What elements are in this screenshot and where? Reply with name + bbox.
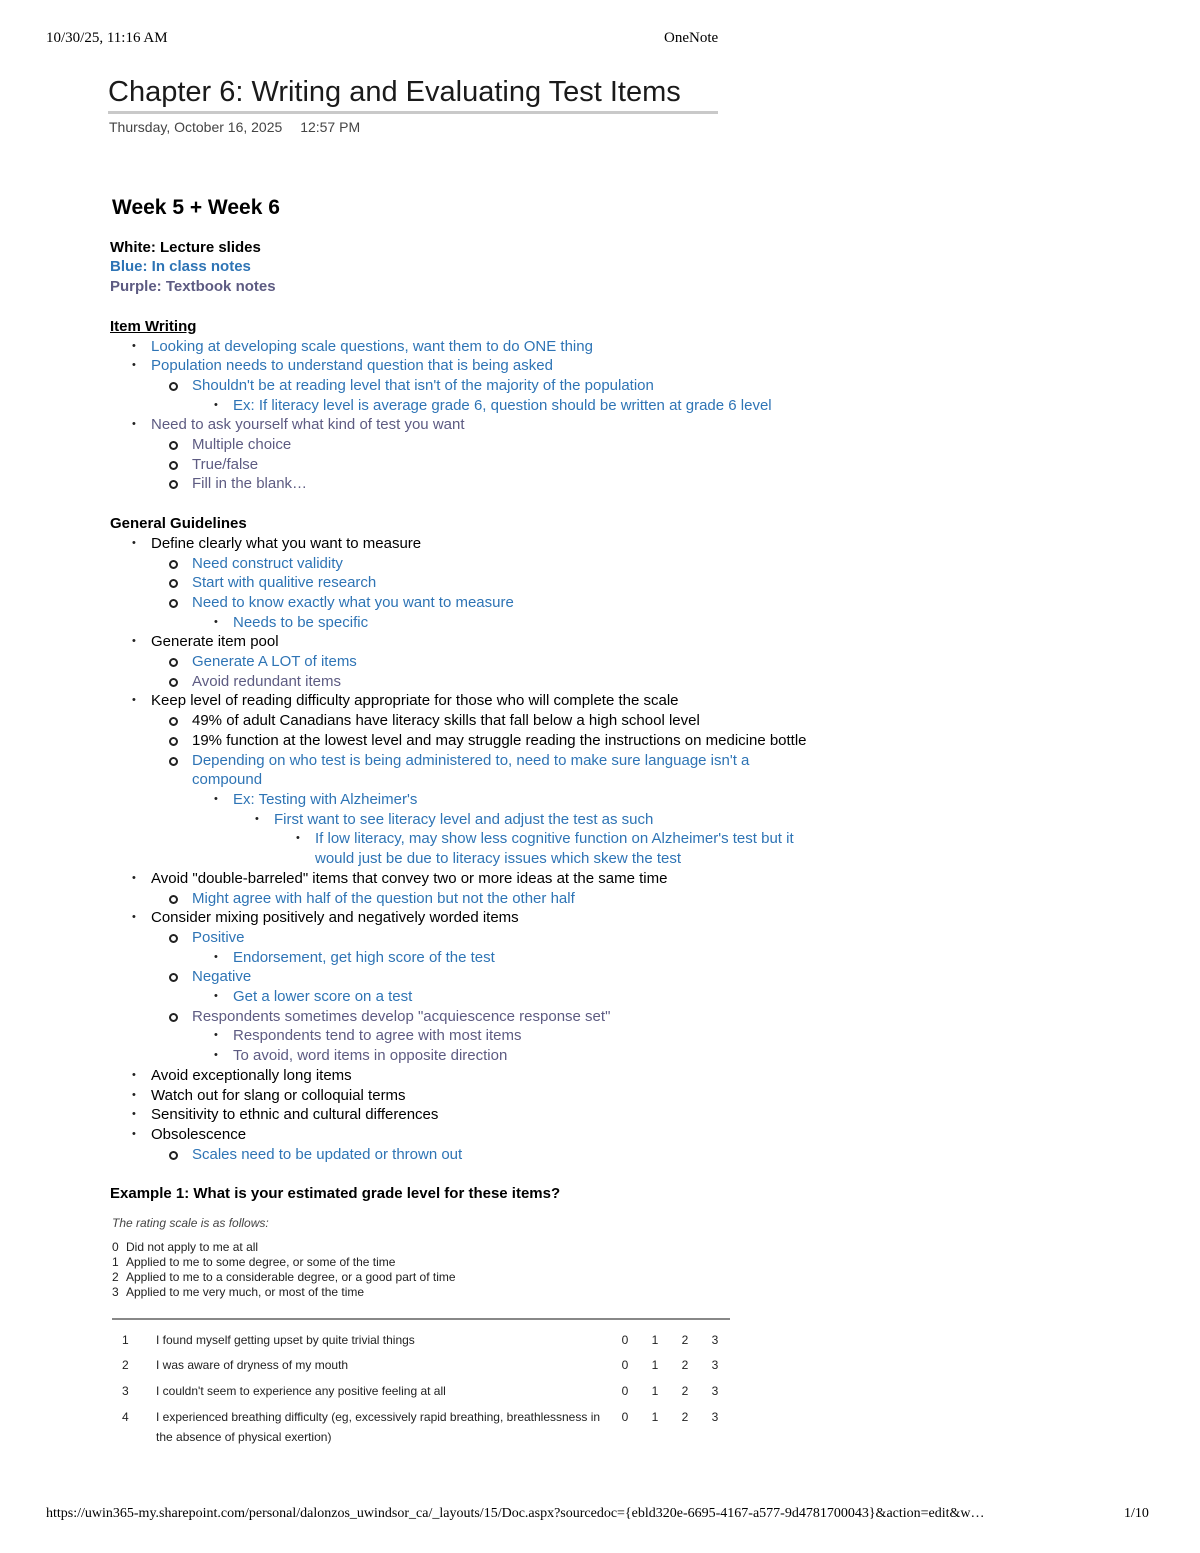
row-option: 3 <box>711 1409 719 1424</box>
row-option: 1 <box>651 1358 659 1373</box>
row-option: 3 <box>711 1384 719 1399</box>
list-item: Need construct validity <box>110 554 810 574</box>
list-item: • Define clearly what you want to measure <box>110 534 810 554</box>
list-item: • Watch out for slang or colloquial terms <box>110 1086 810 1106</box>
list-item: • Needs to be specific <box>110 613 810 633</box>
items-table <box>112 1328 730 1451</box>
table-row <box>112 1328 730 1354</box>
legend-purple: Purple: Textbook notes <box>110 278 276 296</box>
list-item: • Ex: If literacy level is average grade 6, question should be written at grade 6 level <box>110 396 810 416</box>
table-row <box>112 1353 730 1379</box>
print-header-datetime: 10/30/25, 11:16 AM <box>46 30 168 46</box>
table-row <box>112 1379 730 1405</box>
list-item: • If low literacy, may show less cognitive function on Alzheimer's test but it would just be due to literacy issues which skew the test <box>110 829 810 868</box>
list-item: Shouldn't be at reading level that isn't of the majority of the population <box>110 376 810 396</box>
row-option: 1 <box>651 1384 659 1399</box>
row-option: 0 <box>621 1384 629 1399</box>
list-item: • Obsolescence <box>110 1125 810 1145</box>
scale-num: 2 <box>112 1269 119 1284</box>
list-item: • Avoid exceptionally long items <box>110 1066 810 1086</box>
scale-num: 1 <box>112 1254 119 1269</box>
scale-text: Applied to me to some degree, or some of the time <box>126 1254 396 1269</box>
list-item: Negative <box>110 967 810 987</box>
row-text: I found myself getting upset by quite trivial things <box>156 1332 415 1347</box>
list-item: • Generate item pool <box>110 632 810 652</box>
scale-num: 0 <box>112 1239 119 1254</box>
list-item: • To avoid, word items in opposite direction <box>110 1046 810 1066</box>
list-item: Start with qualitive research <box>110 573 810 593</box>
page-content <box>110 198 810 1450</box>
list-item: Need to know exactly what you want to measure <box>110 593 810 613</box>
row-num: 1 <box>122 1332 129 1347</box>
row-option: 2 <box>681 1358 689 1373</box>
print-footer-url: https://uwin365-my.sharepoint.com/personal/dalonzos_uwindsor_ca/_layouts/15/Doc.aspx?sourcedoc={ebld320e-6695-4167-a577-9d4781700043}&action=edit&w… <box>46 1506 985 1521</box>
legend-blue: Blue: In class notes <box>110 258 251 276</box>
row-option: 3 <box>711 1332 719 1347</box>
list-item: • Keep level of reading difficulty appropriate for those who will complete the scale <box>110 691 810 711</box>
list-item: Might agree with half of the question but not the other half <box>110 889 810 909</box>
list-item: Fill in the blank… <box>110 474 810 494</box>
page-time: 12:57 PM <box>300 119 361 135</box>
item-writing-title: Item Writing <box>110 317 197 335</box>
print-footer-page: 1/10 <box>1124 1506 1149 1521</box>
table-divider <box>112 1318 730 1320</box>
row-text: I couldn't seem to experience any positive feeling at all <box>156 1384 446 1399</box>
list-item: 49% of adult Canadians have literacy skills that fall below a high school level <box>110 711 810 731</box>
list-item: Positive <box>110 928 810 948</box>
scale-title: The rating scale is as follows: <box>112 1216 269 1231</box>
list-item: 19% function at the lowest level and may struggle reading the instructions on medicine bottle <box>110 731 810 751</box>
row-option: 3 <box>711 1358 719 1373</box>
row-option: 0 <box>621 1358 629 1373</box>
scale-row <box>112 1255 732 1270</box>
row-option: 2 <box>681 1409 689 1424</box>
scale-text: Applied to me to a considerable degree, or a good part of time <box>126 1269 456 1284</box>
list-item: • Ex: Testing with Alzheimer's <box>110 790 810 810</box>
guidelines-list <box>110 534 810 1165</box>
row-num: 3 <box>122 1384 129 1399</box>
page-title: Chapter 6: Writing and Evaluating Test Items <box>108 76 718 114</box>
rating-scale-image <box>112 1214 732 1450</box>
list-item: • Endorsement, get high score of the test <box>110 948 810 968</box>
row-num: 4 <box>122 1409 129 1424</box>
list-item: • Get a lower score on a test <box>110 987 810 1007</box>
page-meta <box>109 119 360 135</box>
row-option: 0 <box>621 1409 629 1424</box>
list-item: • First want to see literacy level and adjust the test as such <box>110 810 810 830</box>
scale-text: Applied to me very much, or most of the time <box>126 1284 365 1299</box>
legend-white: White: Lecture slides <box>110 238 261 256</box>
list-item: Depending on who test is being administered to, need to make sure language isn't a compound <box>110 751 810 790</box>
list-item: Scales need to be updated or thrown out <box>110 1145 810 1165</box>
section-heading: Week 5 + Week 6 <box>112 196 280 219</box>
list-item: Avoid redundant items <box>110 672 810 692</box>
row-option: 1 <box>651 1332 659 1347</box>
scale-row <box>112 1240 732 1255</box>
row-text: I was aware of dryness of my mouth <box>156 1358 349 1373</box>
list-item: True/false <box>110 455 810 475</box>
scale-row <box>112 1285 732 1300</box>
example-heading: Example 1: What is your estimated grade level for these items? <box>110 1185 561 1203</box>
list-item: Generate A LOT of items <box>110 652 810 672</box>
list-item: • Sensitivity to ethnic and cultural differences <box>110 1105 810 1125</box>
scale-num: 3 <box>112 1284 119 1299</box>
list-item: • Need to ask yourself what kind of test you want <box>110 415 810 435</box>
table-row <box>112 1405 730 1450</box>
row-option: 0 <box>621 1332 629 1347</box>
page-date: Thursday, October 16, 2025 <box>109 119 283 135</box>
list-item: • Consider mixing positively and negatively worded items <box>110 908 810 928</box>
list-item: • Respondents tend to agree with most items <box>110 1026 810 1046</box>
row-option: 1 <box>651 1409 659 1424</box>
item-writing-list <box>110 337 810 495</box>
scale-text: Did not apply to me at all <box>126 1239 259 1254</box>
print-header-app: OneNote <box>664 30 719 46</box>
list-item: Respondents sometimes develop "acquiescence response set" <box>110 1007 810 1027</box>
color-legend <box>110 238 810 297</box>
list-item: Multiple choice <box>110 435 810 455</box>
guidelines-title: General Guidelines <box>110 515 247 533</box>
row-option: 2 <box>681 1384 689 1399</box>
list-item: • Looking at developing scale questions, want them to do ONE thing <box>110 337 810 357</box>
scale-row <box>112 1270 732 1285</box>
row-num: 2 <box>122 1358 129 1373</box>
list-item: • Population needs to understand question that is being asked <box>110 356 810 376</box>
row-text: I experienced breathing difficulty (eg, excessively rapid breathing, breathlessness in the absence of physical exertion) <box>156 1409 601 1444</box>
list-item: • Avoid "double-barreled" items that convey two or more ideas at the same time <box>110 869 810 889</box>
row-option: 2 <box>681 1332 689 1347</box>
